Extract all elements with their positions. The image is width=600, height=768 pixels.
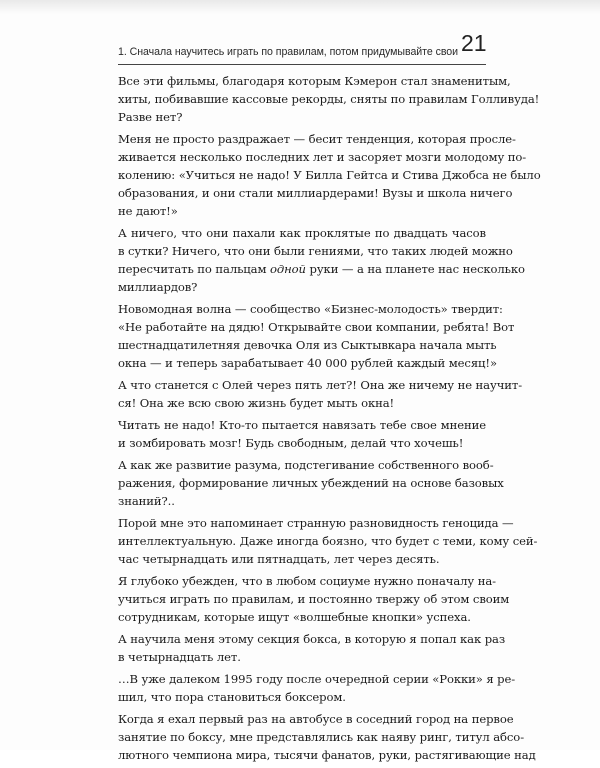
text-line: Я глубоко убежден, что в любом социуме нужно поначалу на- [118,574,496,588]
text-line: А ничего, что они пахали как проклятые по двадцать часов [118,226,486,240]
text-line: образования, и они стали миллиардерами! Вузы и школа ничего [118,186,513,200]
paragraph [118,572,510,626]
text-line: Порой мне это напоминает странную разновидность геноцида — [118,516,514,530]
text-line: шил, что пора становиться боксером. [118,690,346,704]
text-line: занятие по боксу, мне представлялись как наяву ринг, титул абсо- [118,730,525,744]
text-line: и зомбировать мозг! Будь свободным, делай что хочешь! [118,436,464,450]
text-line: лютного чемпиона мира, тысячи фанатов, руки, растягивающие над [118,748,536,762]
text-line: шестнадцатилетняя девочка Оля из Сыктывкара начала мыть [118,338,497,352]
text-line: интеллектуальную. Даже иногда боязно, что будет с теми, кому сей- [118,534,538,548]
text-line: живается несколько последних лет и засоряет мозги молодому по- [118,150,527,164]
paragraph [118,456,504,510]
running-head: 1. Сначала научитесь играть по правилам, потом придумывайте свои [118,46,458,58]
paragraph [118,514,538,568]
paragraph [118,630,506,666]
text-line: …В уже далеком 1995 году после очередной серии «Рокки» я ре- [118,672,516,686]
text-line: А научила меня этому секция бокса, в которую я попал как раз [118,632,506,646]
text-line: в четырнадцать лет. [118,650,241,664]
text-line: «Не работайте на дядю! Открывайте свои компании, ребята! Вот [118,320,515,334]
text-line: в сутки? Ничего, что они были гениями, что таких людей можно [118,244,513,258]
paragraph [118,710,536,764]
text-line: Разве нет? [118,110,183,124]
paragraph [118,376,523,412]
text-line: Все эти фильмы, благодаря которым Кэмерон стал знаменитым, [118,74,511,88]
paragraph [118,224,525,296]
text-line: окна — и теперь зарабатывает 40 000 рублей каждый месяц!» [118,356,497,370]
text-line: Меня не просто раздражает — бесит тенденция, которая просле- [118,132,516,146]
text-line: хиты, побивавшие кассовые рекорды, сняты по правилам Голливуда! [118,92,540,106]
text-run: руки — а на планете нас несколько [309,262,525,276]
text-line: час четырнадцать или пятнадцать, лет через десять. [118,552,440,566]
text-line: ражения, формирование личных убеждений на основе базовых [118,476,504,490]
text-line: ся! Она же всю свою жизнь будет мыть окна! [118,396,395,410]
page-edge-shadow [0,0,600,14]
paragraph [118,130,541,220]
text-line: не дают!» [118,204,178,218]
text-line: сотрудникам, которые ищут «волшебные кнопки» успеха. [118,610,471,624]
page-number: 21 [461,30,487,56]
body-text [118,72,541,768]
text-line: Новомодная волна — сообщество «Бизнес-молодость» твердит: [118,302,503,316]
paragraph [118,416,486,452]
text-line: учиться играть по правилам, и постоянно твержу об этом своим [118,592,510,606]
text-line: Когда я ехал первый раз на автобусе в соседний город на первое [118,712,514,726]
paragraph [118,670,516,706]
text-line: А как же развитие разума, подстегивание собственного вооб- [118,458,494,472]
text-run: пересчитать по пальцам [118,262,267,276]
text-line: колению: «Учиться не надо! У Билла Гейтса и Стива Джобса не было [118,168,541,182]
text-line: знаний?.. [118,494,175,508]
paragraph [118,300,515,372]
paragraph [118,72,540,126]
text-line-mixed [118,260,525,278]
italic-word: одной [269,262,306,276]
text-line: А что станется с Олей через пять лет?! Она же ничему не научит- [118,378,523,392]
text-line: Читать не надо! Кто-то пытается навязать тебе свое мнение [118,418,486,432]
text-line: миллиардов? [118,280,198,294]
header-rule [118,64,486,65]
